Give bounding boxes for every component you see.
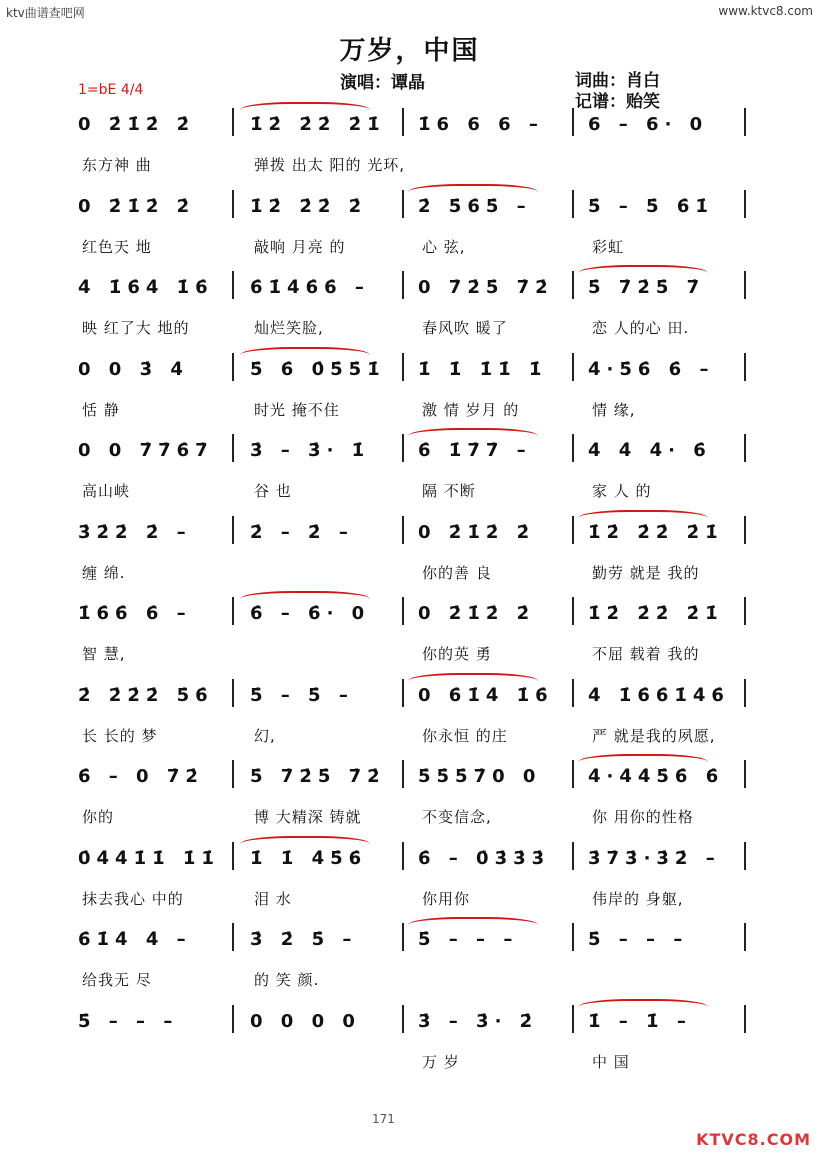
slur-mark: [408, 917, 538, 925]
lyric-text: 恋 人的心 田.: [592, 319, 690, 337]
measure: 0 2̇1̇2̇ 2̇: [418, 603, 536, 624]
barline: [572, 760, 574, 788]
barline: [744, 597, 746, 625]
notation-row: [0, 1001, 819, 1041]
measure: 1̇6̇6̇ 6̇ –: [78, 603, 192, 624]
lyric-text: 彩虹: [592, 238, 625, 256]
lyric-row: [0, 806, 819, 832]
lyric-row: [0, 399, 819, 425]
notation-row: [0, 349, 819, 389]
measure: 6̇1̇4̇ 4̇ –: [78, 929, 192, 950]
notation-row: [0, 104, 819, 144]
measure: 3̇2̇2̇ 2̇ –: [78, 522, 192, 543]
barline: [744, 760, 746, 788]
measure: 6̇ – 6̇· 0: [250, 603, 371, 624]
lyric-text: 恬 静: [82, 401, 120, 419]
measure: 4̇·5̇6̇ 6̇ –: [588, 359, 715, 380]
lyric-row: [0, 480, 819, 506]
barline: [572, 271, 574, 299]
lyric-text: 东方神 曲: [82, 156, 152, 174]
barline: [402, 1005, 404, 1033]
barline: [402, 679, 404, 707]
measure: 1̇6 6 6 –: [418, 114, 544, 135]
lyric-text: 红色天 地: [82, 238, 152, 256]
measure: 5̇ 7̇2̇5̇ 7̇2̇: [250, 766, 386, 787]
barline: [572, 679, 574, 707]
lyric-text: 智 慧,: [82, 645, 126, 663]
site-url-right[interactable]: www.ktvc8.com: [718, 4, 813, 18]
barline: [232, 842, 234, 870]
barline: [402, 516, 404, 544]
lyric-text: 不变信念,: [422, 808, 492, 826]
slur-mark: [578, 999, 708, 1007]
singer-credit: 演唱：谭晶: [340, 73, 425, 93]
lyric-text: 你用你: [422, 890, 471, 908]
measure: 6̇1̇4̇6̇6̇ –: [250, 277, 370, 298]
measure: 6 – 6· 0: [588, 114, 709, 135]
barline: [744, 679, 746, 707]
barline: [572, 108, 574, 136]
measure: 3̇ – 3̇· 1̇: [250, 440, 371, 461]
lyric-text: 灿烂笑脸,: [254, 319, 324, 337]
slur-mark: [578, 754, 708, 762]
lyric-text: 谷 也: [254, 482, 292, 500]
lyric-text: 高山峡: [82, 482, 131, 500]
notation-row: [0, 593, 819, 633]
barline: [402, 271, 404, 299]
barline: [744, 271, 746, 299]
lyric-row: [0, 562, 819, 588]
barline: [232, 190, 234, 218]
measure: 4̇ 4̇ 4̇· 6̇: [588, 440, 712, 461]
lyric-row: [0, 888, 819, 914]
lyric-text: 情 缘,: [592, 401, 636, 419]
song-title: 万岁，中国: [339, 36, 480, 66]
measure: 0 2̇1̇2̇ 2̇: [78, 196, 196, 217]
barline: [744, 434, 746, 462]
measure: 6̇ – 0̇3̇3̇3̇: [418, 848, 551, 869]
barline: [402, 108, 404, 136]
barline: [572, 434, 574, 462]
measure: 0 0 0 0: [250, 1011, 361, 1032]
notation-row: [0, 675, 819, 715]
measure: 3̇7̇3̇·3̇2̇ –: [588, 848, 721, 869]
lyric-text: 严 就是我的夙愿,: [592, 727, 716, 745]
barline: [744, 108, 746, 136]
barline: [572, 516, 574, 544]
barline: [402, 842, 404, 870]
lyric-text: 你的善 良: [422, 564, 492, 582]
barline: [572, 353, 574, 381]
lyric-text: 你 用你的性格: [592, 808, 694, 826]
lyric-row: [0, 643, 819, 669]
lyric-text: 伟岸的 身躯,: [592, 890, 684, 908]
measure: 4̇ 1̇6̇4̇ 1̇6̇: [78, 277, 214, 298]
barline: [744, 1005, 746, 1033]
lyric-text: 映 红了大 地的: [82, 319, 190, 337]
measure: 6̇ – 0 7̇2̇: [78, 766, 204, 787]
barline: [744, 923, 746, 951]
lyric-row: [0, 154, 819, 180]
slur-mark: [240, 347, 370, 355]
barline: [744, 516, 746, 544]
lyricist-credit: 词曲：肖白: [575, 71, 660, 91]
measure: 0 7̇2̇5̇ 7̇2̇: [418, 277, 554, 298]
lyric-row: [0, 969, 819, 995]
lyric-text: 中 国: [592, 1053, 630, 1071]
barline: [402, 923, 404, 951]
barline: [402, 597, 404, 625]
measure: 5̇ 6̇ 0̇5̇5̇1̇: [250, 359, 386, 380]
barline: [402, 434, 404, 462]
notation-row: [0, 186, 819, 226]
lyric-text: 你的英 勇: [422, 645, 492, 663]
measure: 1̇2̇ 2̇2̇ 2̇1̇: [250, 114, 386, 135]
measure: 0 0 3̇ 4̇: [78, 359, 189, 380]
lyric-text: 勤劳 就是 我的: [592, 564, 700, 582]
lyric-text: 博 大精深 铸就: [254, 808, 362, 826]
measure: 1̇ 1̇ 1̇1̇ 1̇: [418, 359, 548, 380]
slur-mark: [408, 673, 538, 681]
measure: 2̇ – 2̇ –: [250, 522, 354, 543]
barline: [572, 597, 574, 625]
lyric-text: 缠 绵.: [82, 564, 126, 582]
barline: [572, 842, 574, 870]
barline: [232, 923, 234, 951]
lyric-text: 家 人 的: [592, 482, 652, 500]
lyric-row: [0, 1051, 819, 1077]
slur-mark: [578, 510, 708, 518]
lyric-text: 幻,: [254, 727, 276, 745]
key-signature: 1=bE 4/4: [78, 82, 144, 98]
measure: 3̇ – 3̇· 2̇: [418, 1011, 539, 1032]
barline: [232, 679, 234, 707]
lyric-text: 激 情 岁月 的: [422, 401, 520, 419]
measure: 5̇ – – –: [588, 929, 689, 950]
notation-row: [0, 512, 819, 552]
measure: 2̇ 5̇6̇5̇ –: [418, 196, 532, 217]
measure: 0̇4̇4̇1̇1̇ 1̇1̇: [78, 848, 220, 869]
measure: 1̇2̇ 2̇2̇ 2̇: [250, 196, 368, 217]
barline: [744, 842, 746, 870]
barline: [402, 760, 404, 788]
measure: 6̇ 1̇7̇7̇ –: [418, 440, 532, 461]
barline: [232, 271, 234, 299]
lyric-text: 时光 掩不住: [254, 401, 340, 419]
barline: [232, 1005, 234, 1033]
measure: 1̇2̇ 2̇2̇ 2̇1̇: [588, 522, 724, 543]
notation-row: [0, 919, 819, 959]
measure: 0 0 7̇7̇6̇7̇: [78, 440, 214, 461]
measure: 5̇ – 5̇ –: [250, 685, 354, 706]
lyric-row: [0, 236, 819, 262]
barline: [232, 434, 234, 462]
slur-mark: [240, 102, 370, 110]
lyric-text: 万 岁: [422, 1053, 460, 1071]
barline: [232, 516, 234, 544]
barline: [232, 597, 234, 625]
lyric-text: 你永恒 的庄: [422, 727, 508, 745]
barline: [232, 353, 234, 381]
site-logo: KTVC8.COM: [696, 1130, 811, 1149]
measure: 0 2̇1̇2̇ 2̇: [78, 114, 196, 135]
measure: 4̇·4̇4̇5̇6̇ 6̇: [588, 766, 725, 787]
lyric-text: 你的: [82, 808, 115, 826]
notation-row: [0, 838, 819, 878]
barline: [402, 353, 404, 381]
notation-row: [0, 267, 819, 307]
measure: 5̇ 7̇2̇5̇ 7̇: [588, 277, 706, 298]
measure: 1̇ 1̇ 4̇5̇6̇: [250, 848, 368, 869]
notation-row: [0, 430, 819, 470]
lyric-text: 春风吹 暖了: [422, 319, 508, 337]
measure: 5̇ – – –: [78, 1011, 179, 1032]
lyric-text: 心 弦,: [422, 238, 466, 256]
barline: [232, 108, 234, 136]
lyric-text: 的 笑 颜.: [254, 971, 320, 989]
notation-row: [0, 756, 819, 796]
lyric-text: 敲响 月亮 的: [254, 238, 346, 256]
barline: [572, 190, 574, 218]
slur-mark: [240, 591, 370, 599]
barline: [744, 190, 746, 218]
lyric-row: [0, 317, 819, 343]
lyric-text: 给我无 尽: [82, 971, 152, 989]
measure: 5̇ – 5̇ 6̇1̇: [588, 196, 714, 217]
lyric-text: 不屈 载着 我的: [592, 645, 700, 663]
site-name-left: ktv曲谱查吧网: [6, 6, 85, 20]
measure: 2̇ 2̇2̇2̇ 5̇6̇: [78, 685, 214, 706]
lyric-text: 隔 不断: [422, 482, 476, 500]
slur-mark: [408, 428, 538, 436]
measure: 5̇ – – –: [418, 929, 519, 950]
measure: 1̇2̇ 2̇2̇ 2̇1̇: [588, 603, 724, 624]
slur-mark: [240, 836, 370, 844]
measure: 0 2̇1̇2̇ 2̇: [418, 522, 536, 543]
slur-mark: [408, 184, 538, 192]
measure: 4̇ 1̇6̇6̇1̇4̇6̇: [588, 685, 730, 706]
lyric-text: 长 长的 梦: [82, 727, 158, 745]
page-number: 171: [372, 1112, 395, 1126]
measure: 3̇ 2̇ 5̇ –: [250, 929, 358, 950]
transcriber-credit: 记谱：贻笑: [575, 92, 660, 112]
barline: [744, 353, 746, 381]
lyric-row: [0, 725, 819, 751]
barline: [402, 190, 404, 218]
barline: [572, 1005, 574, 1033]
lyric-text: 弹拨 出太 阳的 光环,: [254, 156, 406, 174]
slur-mark: [578, 265, 708, 273]
barline: [572, 923, 574, 951]
barline: [232, 760, 234, 788]
measure: 5̇5̇5̇7̇0 0: [418, 766, 542, 787]
measure: 1̇ – 1̇ –: [588, 1011, 692, 1032]
lyric-text: 泪 水: [254, 890, 292, 908]
measure: 0 6̇1̇4̇ 1̇6̇: [418, 685, 554, 706]
lyric-text: 抹去我心 中的: [82, 890, 184, 908]
